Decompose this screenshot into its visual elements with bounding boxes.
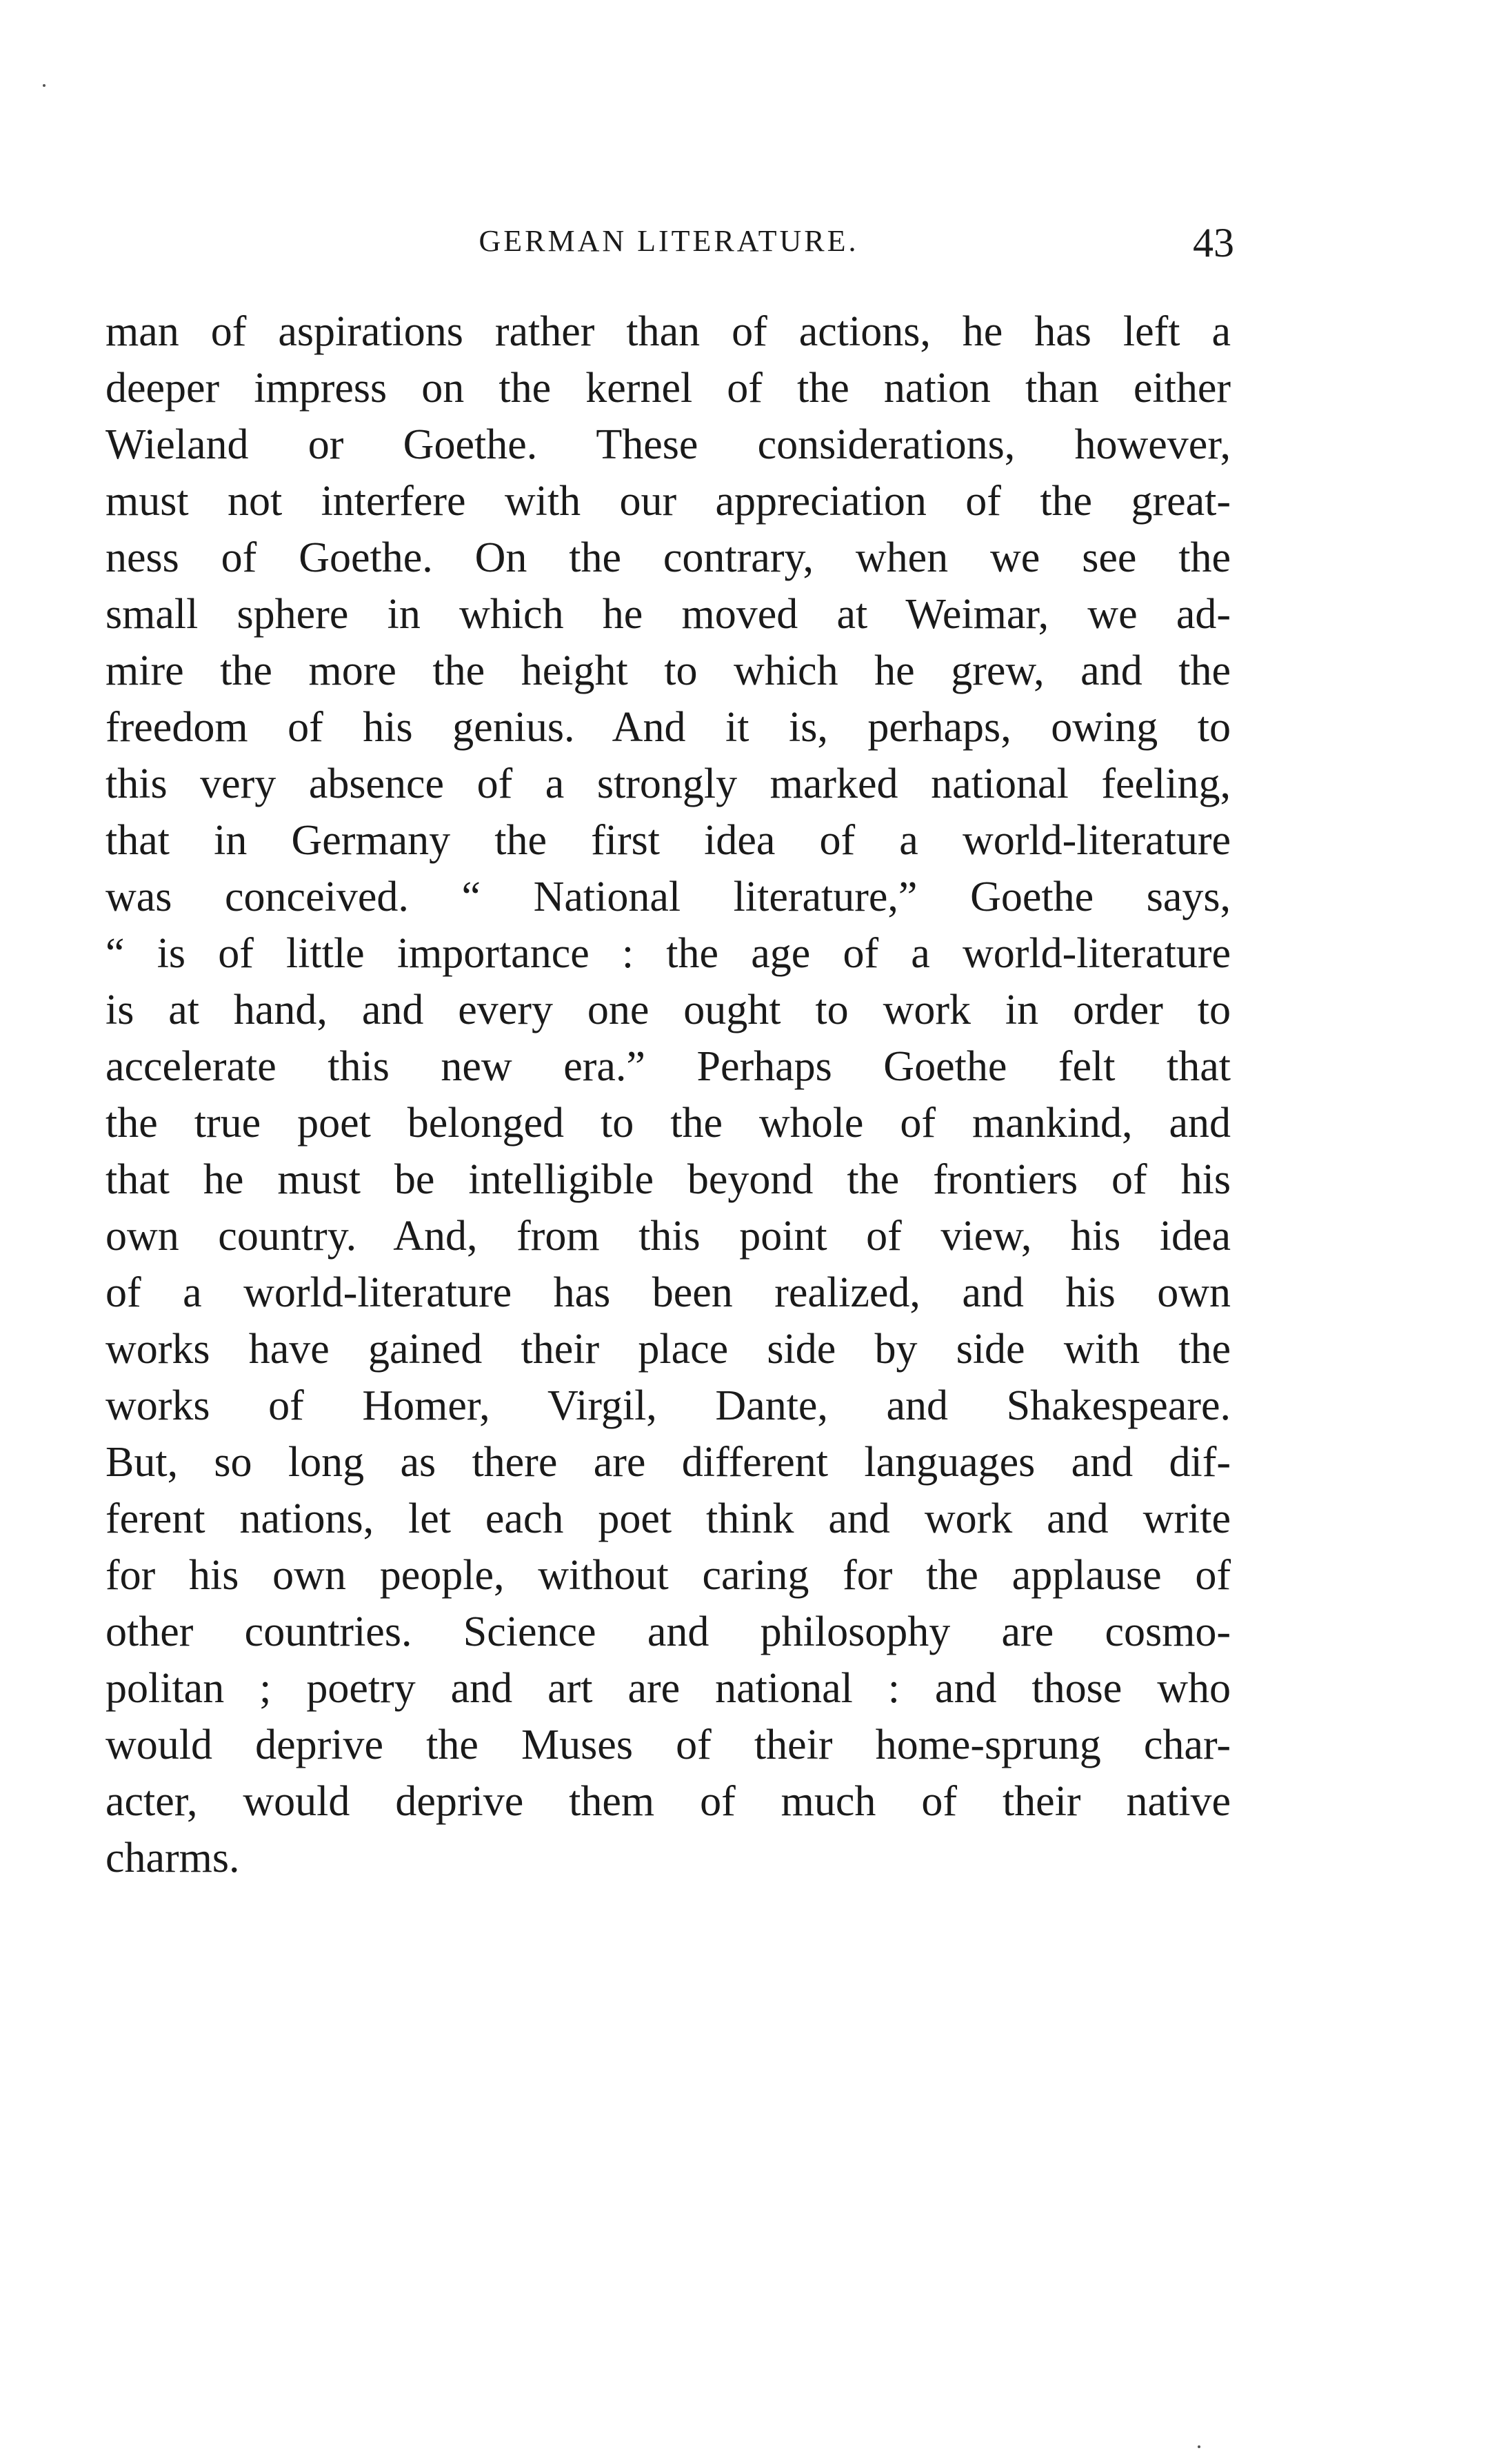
text-line: works have gained their place side by side with the — [105, 1326, 1231, 1373]
text-line: is at hand, and every one ought to work in order to — [105, 987, 1231, 1033]
text-line: “ is of little importance : the age of a world-literature — [105, 930, 1231, 977]
text-line: charms. — [105, 1835, 240, 1881]
text-line: small sphere in which he moved at Weimar, we ad- — [105, 591, 1231, 638]
text-line: of a world-literature has been realized, and his own — [105, 1269, 1231, 1316]
text-line: works of Homer, Virgil, Dante, and Shakespeare. — [105, 1382, 1231, 1429]
text-line: ferent nations, let each poet think and work and write — [105, 1495, 1231, 1542]
text-line: would deprive the Muses of their home-sprung char- — [105, 1721, 1231, 1768]
text-line: man of aspirations rather than of actions, he has left a — [105, 308, 1231, 355]
text-line: ness of Goethe. On the contrary, when we see the — [105, 534, 1231, 581]
text-line: that he must be intelligible beyond the frontiers of his — [105, 1156, 1231, 1203]
text-line: mire the more the height to which he grew, and the — [105, 647, 1231, 694]
text-line: But, so long as there are different languages and dif- — [105, 1439, 1231, 1486]
text-line: the true poet belonged to the whole of mankind, and — [105, 1100, 1231, 1147]
text-line: must not interfere with our appreciation of the great- — [105, 478, 1231, 525]
text-line: freedom of his genius. And it is, perhaps, owing to — [105, 704, 1231, 751]
text-line: accelerate this new era.” Perhaps Goethe felt that — [105, 1043, 1231, 1090]
text-line: deeper impress on the kernel of the nation than either — [105, 365, 1231, 412]
text-line: this very absence of a strongly marked national feeling, — [105, 760, 1231, 807]
body-paragraph — [105, 303, 1231, 1886]
text-line: own country. And, from this point of view, his idea — [105, 1213, 1231, 1260]
text-line: was conceived. “ National literature,” Goethe says, — [105, 873, 1231, 920]
text-line: Wieland or Goethe. These considerations, however, — [105, 421, 1231, 468]
text-line: for his own people, without caring for the applause of — [105, 1552, 1231, 1599]
text-line: acter, would deprive them of much of their native — [105, 1778, 1231, 1825]
scan-speck — [1198, 2445, 1200, 2448]
text-line: that in Germany the first idea of a world-literature — [105, 817, 1231, 864]
running-title: GERMAN LITERATURE. — [479, 224, 859, 258]
text-line: politan ; poetry and art are national : and those who — [105, 1665, 1231, 1712]
scan-speck — [43, 84, 46, 87]
page-number: 43 — [1193, 220, 1234, 265]
running-head — [103, 219, 1234, 267]
text-line: other countries. Science and philosophy are cosmo- — [105, 1608, 1231, 1655]
